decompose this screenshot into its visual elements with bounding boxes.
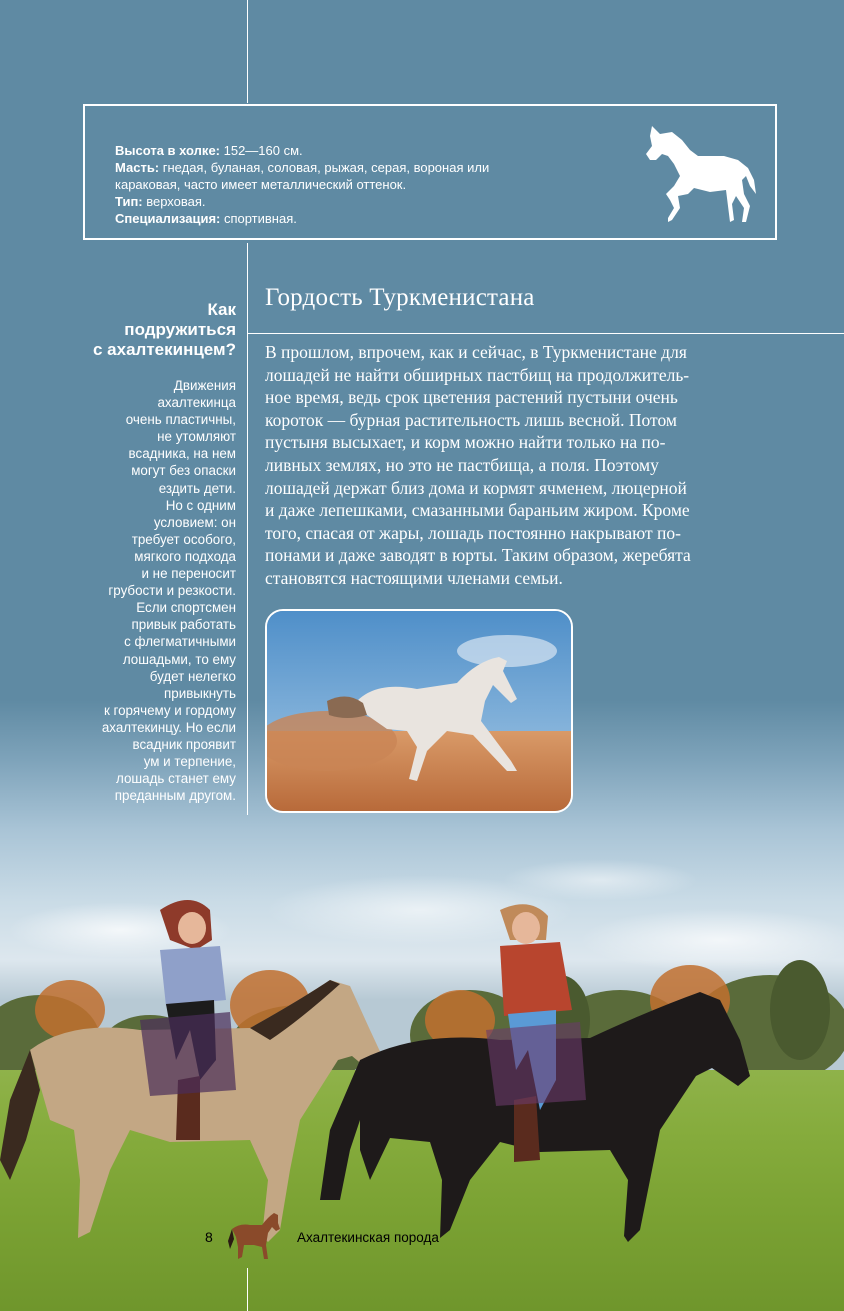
heading-rule [247,333,844,334]
type-value: верховая. [142,194,206,209]
article-heading: Гордость Туркменистана [265,284,535,311]
color-value: гнедая, буланая, соловая, рыжая, серая, вороная или [159,160,490,175]
breed-info-text [115,142,615,227]
divider-vertical-middle [247,243,248,815]
height-label: Высота в холке: [115,143,220,158]
riders-on-horses-photo [0,880,844,1260]
horse-footer-icon [226,1209,282,1263]
color-label: Масть: [115,160,160,175]
divider-vertical-bottom [247,1268,248,1311]
sidebar-title: Как подружиться с ахалтекинцем? [93,300,236,359]
divider-vertical-top [247,0,248,103]
specialization-value: спортивная. [220,211,297,226]
horse-icon [638,120,760,224]
height-value: 152—160 см. [220,143,303,158]
galloping-horse-photo [265,609,573,813]
specialization-label: Специализация: [115,211,221,226]
article-body: В прошлом, впрочем, как и сейчас, в Туркменистане для лошадей не найти обширных пастбищ на продолжитель- ное время, ведь срок цветения растений пустыни очень короток — бурная растительность лишь весной. Потом пустыня высыхает, и корм можно найти только на по- ливных землях, но это не пастбища, а поля. Поэтому лошадей держат близ дома и кормят ячменем, люцерной и даже лепешками, смазанными бараньим жиром. Кроме того, спасая от жары, лошадь постоянно накрывают по- понами и даже заводят в юрты. Таким образом, жеребята становятся настоящими членами семьи. [265,342,691,588]
color-value-cont: караковая, часто имеет металлический оттенок. [115,177,407,192]
book-title: Ахалтекинская порода [297,1230,439,1245]
sidebar-text: Движения ахалтекинца очень пластичны, не утомляют всадника, на нем могут без опаски ездить дети. Но с одним условием: он требует особого, мягкого подхода и не переносит грубости и резкости. Если спортсмен привык работать с флегматичными лошадьми, то ему будет нелегко привыкнуть к горячему и гордому ахалтекинцу. Но если всадник проявит ум и терпение, лошадь станет ему преданным другом. [101,378,236,804]
page-number: 8 [205,1229,213,1245]
type-label: Тип: [115,194,143,209]
